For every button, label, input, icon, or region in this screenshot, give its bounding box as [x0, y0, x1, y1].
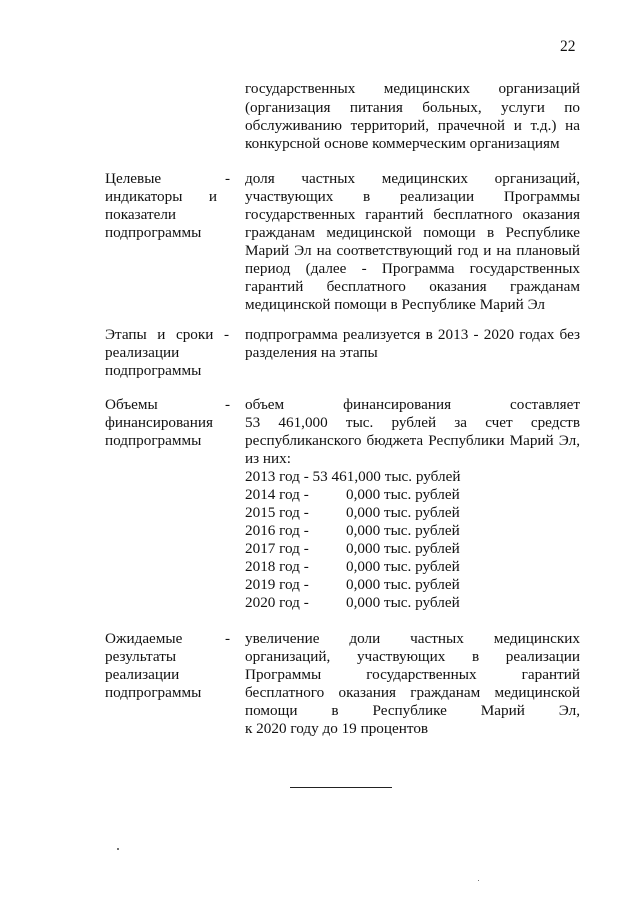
funding-first-year: 2013 год - 53 461,000 тыс. рублей — [245, 468, 461, 485]
scan-speck — [478, 880, 479, 881]
targets-text-line: гражданам медицинской помощи в Республике — [245, 224, 580, 241]
intro-line: государственных медицинских организаций — [245, 80, 580, 97]
targets-dash: - — [225, 170, 231, 187]
intro-line: (организация питания больных, услуги по — [245, 99, 580, 116]
stages-label: подпрограммы — [105, 362, 202, 379]
results-text-line: увеличение доли частных медицинских — [245, 630, 580, 647]
stages-label: Этапы и сроки - — [105, 326, 229, 343]
targets-label: подпрограммы — [105, 224, 202, 241]
targets-label: показатели — [105, 206, 177, 223]
year-label: 2020 год - — [245, 594, 309, 611]
targets-text-line: участвующих в реализации Программы — [245, 188, 580, 205]
results-text-line: организаций, участвующих в реализации — [245, 648, 580, 665]
year-label: 2014 год - — [245, 486, 309, 503]
targets-text-line: период (далее - Программа государственных — [245, 260, 580, 277]
year-amount: 0,000 тыс. рублей — [346, 594, 460, 611]
year-amount: 0,000 тыс. рублей — [346, 558, 460, 575]
page-number: 22 — [560, 38, 576, 55]
stages-text-line: разделения на этапы — [245, 344, 378, 361]
funding-text-line: 53 461,000 тыс. рублей за счет средств — [245, 414, 580, 431]
funding-text-line: республиканского бюджета Республики Марий Эл, — [245, 432, 580, 449]
targets-text-line: гарантий бесплатного оказания гражданам — [245, 278, 580, 295]
funding-text-line: объем финансирования составляет — [245, 396, 580, 413]
year-label: 2018 год - — [245, 558, 309, 575]
year-amount: 0,000 тыс. рублей — [346, 522, 460, 539]
stages-text-line: подпрограмма реализуется в 2013 - 2020 годах без — [245, 326, 580, 343]
separator-line — [290, 787, 392, 788]
year-amount: 0,000 тыс. рублей — [346, 576, 460, 593]
funding-label: подпрограммы — [105, 432, 202, 449]
results-dash: - — [225, 630, 231, 647]
targets-text-line: государственных гарантий бесплатного оказания — [245, 206, 580, 223]
intro-line: обслуживанию территорий, прачечной и т.д.) на — [245, 117, 580, 134]
funding-label: Объемы — [105, 396, 158, 413]
targets-label: индикаторы и — [105, 188, 217, 205]
year-amount: 0,000 тыс. рублей — [346, 540, 460, 557]
targets-label: Целевые — [105, 170, 162, 187]
funding-dash: - — [225, 396, 231, 413]
results-text-line: помощи в Республике Марий Эл, — [245, 702, 580, 719]
year-label: 2015 год - — [245, 504, 309, 521]
results-text-line: Программы государственных гарантий — [245, 666, 580, 683]
targets-text-line: Марий Эл на соответствующий год и на плановый — [245, 242, 580, 259]
intro-line: конкурсной основе коммерческим организациям — [245, 135, 560, 152]
targets-text-line: медицинской помощи в Республике Марий Эл — [245, 296, 545, 313]
funding-label: финансирования — [105, 414, 213, 431]
results-label: Ожидаемые — [105, 630, 183, 647]
results-label: реализации — [105, 666, 180, 683]
year-amount: 0,000 тыс. рублей — [346, 486, 460, 503]
results-text-line: к 2020 году до 19 процентов — [245, 720, 429, 737]
stages-label: реализации — [105, 344, 180, 361]
targets-text-line: доля частных медицинских организаций, — [245, 170, 580, 187]
year-label: 2017 год - — [245, 540, 309, 557]
results-text-line: бесплатного оказания гражданам медицинской — [245, 684, 580, 701]
year-label: 2016 год - — [245, 522, 309, 539]
scan-speck — [117, 848, 119, 850]
results-label: подпрограммы — [105, 684, 202, 701]
funding-text-line: из них: — [245, 450, 291, 467]
year-amount: 0,000 тыс. рублей — [346, 504, 460, 521]
results-label: результаты — [105, 648, 177, 665]
year-label: 2019 год - — [245, 576, 309, 593]
